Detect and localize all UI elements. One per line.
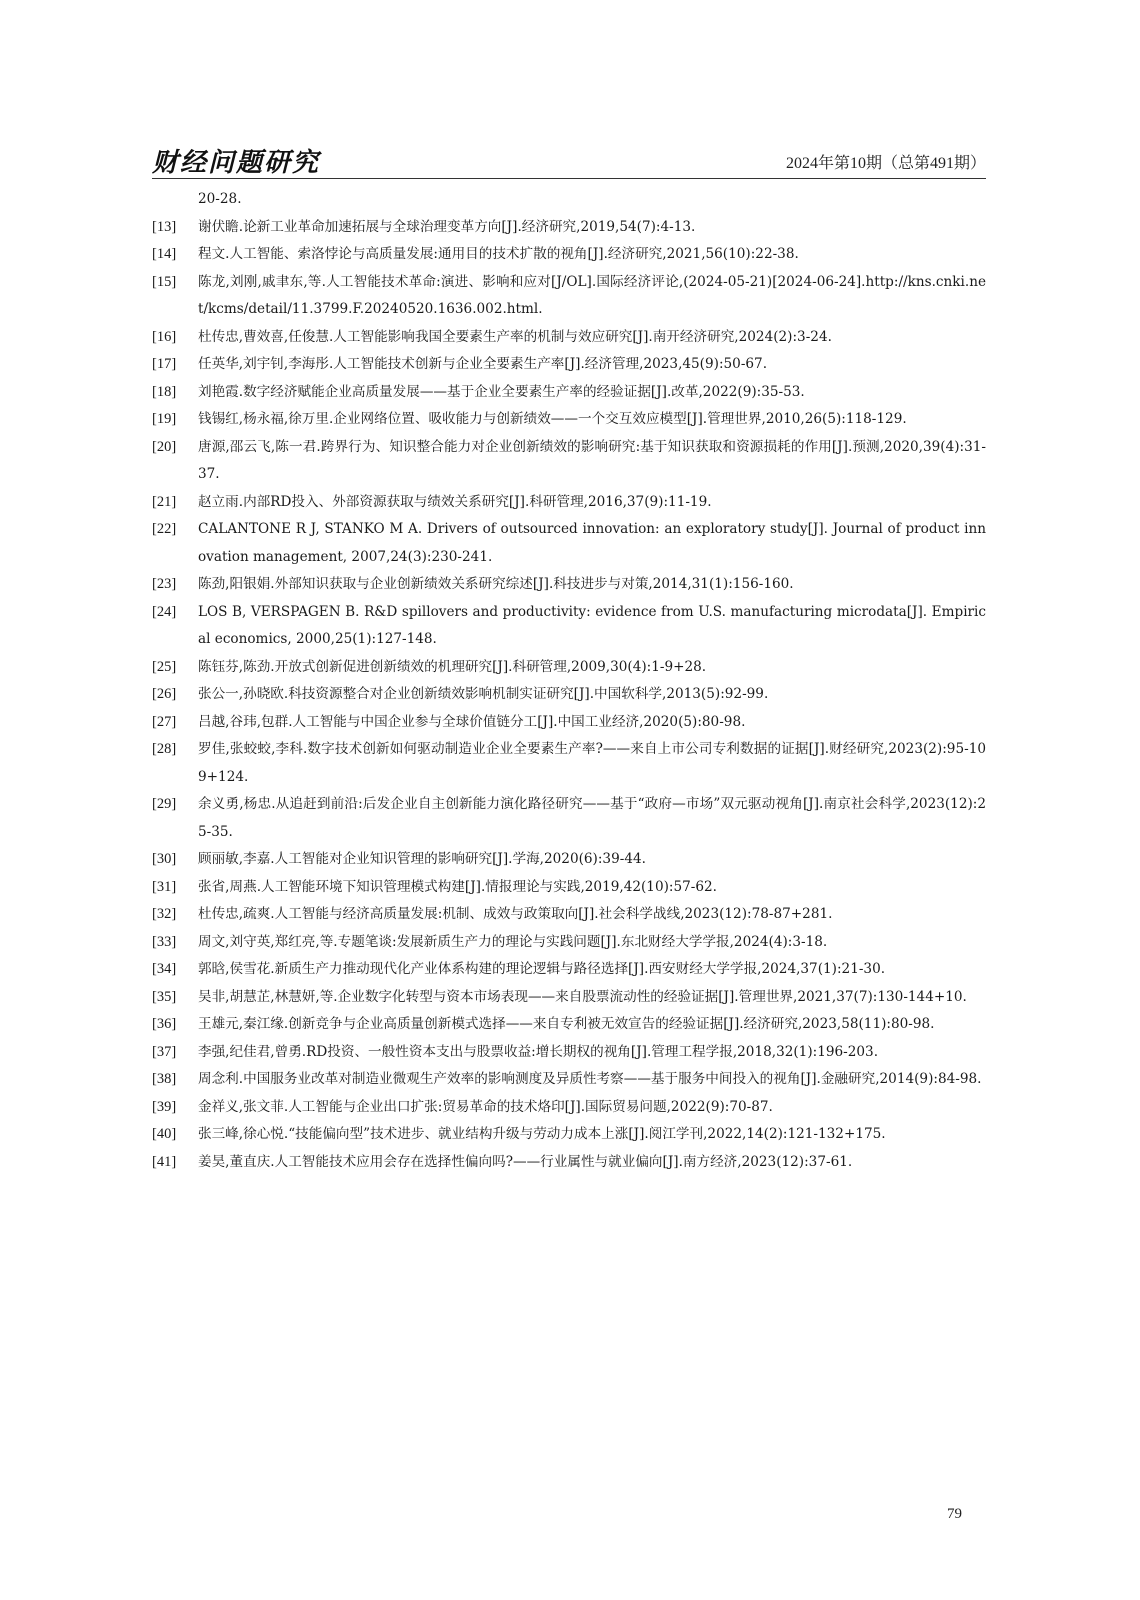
reference-text: 陈钰芬,陈劲.开放式创新促进创新绩效的机理研究[J].科研管理,2009,30(4):1-9+28. xyxy=(198,658,707,675)
reference-item xyxy=(152,956,986,984)
reference-number: [18] xyxy=(152,383,177,400)
reference-item xyxy=(152,406,986,434)
reference-item xyxy=(152,709,986,737)
reference-item xyxy=(152,1066,986,1094)
reference-item xyxy=(152,351,986,379)
reference-number: [20] xyxy=(152,438,177,455)
reference-item xyxy=(152,324,986,352)
reference-text: 郭晗,侯雪花.新质生产力推动现代化产业体系构建的理论逻辑与路径选择[J].西安财经大学学报,2024,37(1):21-30. xyxy=(198,961,886,977)
page-number: 79 xyxy=(947,1506,962,1522)
reference-text: 刘艳霞.数字经济赋能企业高质量发展——基于企业全要素生产率的经验证据[J].改革,2022(9):35-53. xyxy=(198,383,805,400)
reference-item xyxy=(152,846,986,874)
reference-number: [30] xyxy=(152,851,177,867)
running-header xyxy=(152,140,986,179)
reference-text: 谢伏瞻.论新工业革命加速拓展与全球治理变革方向[J].经济研究,2019,54(7):4-13. xyxy=(198,218,696,235)
reference-number: [13] xyxy=(152,218,177,235)
reference-item xyxy=(152,984,986,1012)
reference-text: 陈劲,阳银娟.外部知识获取与企业创新绩效关系研究综述[J].科技进步与对策,2014,31(1):156-160. xyxy=(198,576,794,592)
reference-text: 周念利.中国服务业改革对制造业微观生产效率的影响测度及异质性考察——基于服务中间投入的视角[J].金融研究,2014(9):84-98. xyxy=(198,1071,982,1087)
reference-item xyxy=(152,241,986,269)
reference-number: [24] xyxy=(152,603,177,620)
reference-number: [34] xyxy=(152,961,177,977)
reference-number: [28] xyxy=(152,741,177,757)
reference-text: 李强,纪佳君,曾勇.RD投资、一般性资本支出与股票收益:增长期权的视角[J].管理工程学报,2018,32(1):196-203. xyxy=(198,1043,879,1060)
reference-text: LOS B, VERSPAGEN B. R&D spillovers and productivity: evidence from U.S. manufacturing microdata[J]. Empirical economics, 2000,25(1):127-148. xyxy=(198,603,986,647)
reference-number: [14] xyxy=(152,246,177,262)
reference-item xyxy=(152,434,986,489)
reference-item xyxy=(152,1121,986,1149)
reference-number: [17] xyxy=(152,356,177,372)
reference-item xyxy=(152,681,986,709)
reference-item xyxy=(152,516,986,571)
reference-text: 罗佳,张蛟蛟,李科.数字技术创新如何驱动制造业企业全要素生产率?——来自上市公司专利数据的证据[J].财经研究,2023(2):95-109+124. xyxy=(198,741,986,785)
reference-text: 金祥义,张文菲.人工智能与企业出口扩张:贸易革命的技术烙印[J].国际贸易问题,2022(9):70-87. xyxy=(198,1098,773,1115)
reference-number: [21] xyxy=(152,493,177,510)
reference-text: 20-28. xyxy=(198,191,242,207)
reference-text: 顾丽敏,李嘉.人工智能对企业知识管理的影响研究[J].学海,2020(6):39-44. xyxy=(198,851,646,867)
reference-item xyxy=(152,571,986,599)
reference-item xyxy=(152,1094,986,1122)
reference-number: [27] xyxy=(152,713,177,730)
reference-item xyxy=(152,791,986,846)
reference-item xyxy=(152,654,986,682)
reference-item xyxy=(152,1039,986,1067)
reference-text: 陈龙,刘刚,戚聿东,等.人工智能技术革命:演进、影响和应对[J/OL].国际经济评论,(2024-05-21)[2024-06-24].http://kns.cnki.net/kcms/detail/11.3799.F.20240520.1636.002.html. xyxy=(198,273,986,317)
reference-text: CALANTONE R J, STANKO M A. Drivers of outsourced innovation: an exploratory study[J]. Journal of product innovation management, 2007,24(3):230-241. xyxy=(198,521,986,565)
reference-item xyxy=(152,269,986,324)
issue-info: 2024年第10期（总第491期） xyxy=(785,155,986,172)
reference-number: [25] xyxy=(152,658,177,675)
reference-number: [31] xyxy=(152,878,177,895)
reference-number: [19] xyxy=(152,411,177,427)
reference-item xyxy=(152,929,986,957)
reference-item xyxy=(152,1149,986,1177)
reference-number: [39] xyxy=(152,1098,177,1115)
journal-title-logo: 财经问题研究 xyxy=(152,148,321,178)
reference-continuation xyxy=(152,186,986,214)
reference-text: 张三峰,徐心悦.“技能偏向型”技术进步、就业结构升级与劳动力成本上涨[J].阅江学刊,2022,14(2):121-132+175. xyxy=(198,1126,886,1142)
reference-number: [37] xyxy=(152,1043,177,1060)
reference-text: 杜传忠,疏爽.人工智能与经济高质量发展:机制、成效与政策取向[J].社会科学战线,2023(12):78-87+281. xyxy=(198,906,833,922)
reference-list xyxy=(152,186,986,1176)
reference-item xyxy=(152,379,986,407)
reference-item xyxy=(152,736,986,791)
reference-item xyxy=(152,599,986,654)
reference-number: [40] xyxy=(152,1126,177,1142)
reference-text: 任英华,刘宇钊,李海彤.人工智能技术创新与企业全要素生产率[J].经济管理,2023,45(9):50-67. xyxy=(198,356,768,372)
reference-text: 王雄元,秦江缘.创新竞争与企业高质量创新模式选择——来自专利被无效宣告的经验证据[J].经济研究,2023,58(11):80-98. xyxy=(198,1016,935,1032)
reference-number: [41] xyxy=(152,1153,177,1170)
reference-text: 周文,刘守英,郑红亮,等.专题笔谈:发展新质生产力的理论与实践问题[J].东北财经大学学报,2024(4):3-18. xyxy=(198,933,828,950)
reference-item xyxy=(152,214,986,242)
reference-text: 余义勇,杨忠.从追赶到前沿:后发企业自主创新能力演化路径研究——基于“政府—市场”双元驱动视角[J].南京社会科学,2023(12):25-35. xyxy=(198,796,986,840)
reference-number: [26] xyxy=(152,686,177,702)
reference-text: 吴非,胡慧芷,林慧妍,等.企业数字化转型与资本市场表现——来自股票流动性的经验证据[J].管理世界,2021,37(7):130-144+10. xyxy=(198,988,967,1005)
reference-number: [29] xyxy=(152,796,177,812)
reference-item xyxy=(152,901,986,929)
reference-item xyxy=(152,874,986,902)
reference-number: [35] xyxy=(152,988,177,1005)
reference-text: 张公一,孙晓欧.科技资源整合对企业创新绩效影响机制实证研究[J].中国软科学,2013(5):92-99. xyxy=(198,686,769,702)
reference-number: [38] xyxy=(152,1071,177,1087)
reference-number: [33] xyxy=(152,933,177,950)
reference-number: [15] xyxy=(152,273,177,290)
reference-number: [22] xyxy=(152,521,177,537)
reference-text: 吕越,谷玮,包群.人工智能与中国企业参与全球价值链分工[J].中国工业经济,2020(5):80-98. xyxy=(198,713,746,730)
reference-number: [16] xyxy=(152,328,177,345)
reference-text: 姜昊,董直庆.人工智能技术应用会存在选择性偏向吗?——行业属性与就业偏向[J].南方经济,2023(12):37-61. xyxy=(198,1153,853,1170)
reference-text: 唐源,邵云飞,陈一君.跨界行为、知识整合能力对企业创新绩效的影响研究:基于知识获取和资源损耗的作用[J].预测,2020,39(4):31-37. xyxy=(198,438,986,482)
reference-number: [36] xyxy=(152,1016,177,1032)
reference-number: [32] xyxy=(152,906,177,922)
reference-item xyxy=(152,489,986,517)
reference-text: 杜传忠,曹效喜,任俊慧.人工智能影响我国全要素生产率的机制与效应研究[J].南开经济研究,2024(2):3-24. xyxy=(198,328,832,345)
reference-text: 钱锡红,杨永福,徐万里.企业网络位置、吸收能力与创新绩效——一个交互效应模型[J].管理世界,2010,26(5):118-129. xyxy=(198,411,907,427)
reference-text: 张省,周燕.人工智能环境下知识管理模式构建[J].情报理论与实践,2019,42(10):57-62. xyxy=(198,878,717,895)
reference-text: 赵立雨.内部RD投入、外部资源获取与绩效关系研究[J].科研管理,2016,37(9):11-19. xyxy=(198,493,712,510)
reference-item xyxy=(152,1011,986,1039)
reference-number: [23] xyxy=(152,576,177,592)
reference-text: 程文.人工智能、索洛悖论与高质量发展:通用目的技术扩散的视角[J].经济研究,2021,56(10):22-38. xyxy=(198,246,799,262)
